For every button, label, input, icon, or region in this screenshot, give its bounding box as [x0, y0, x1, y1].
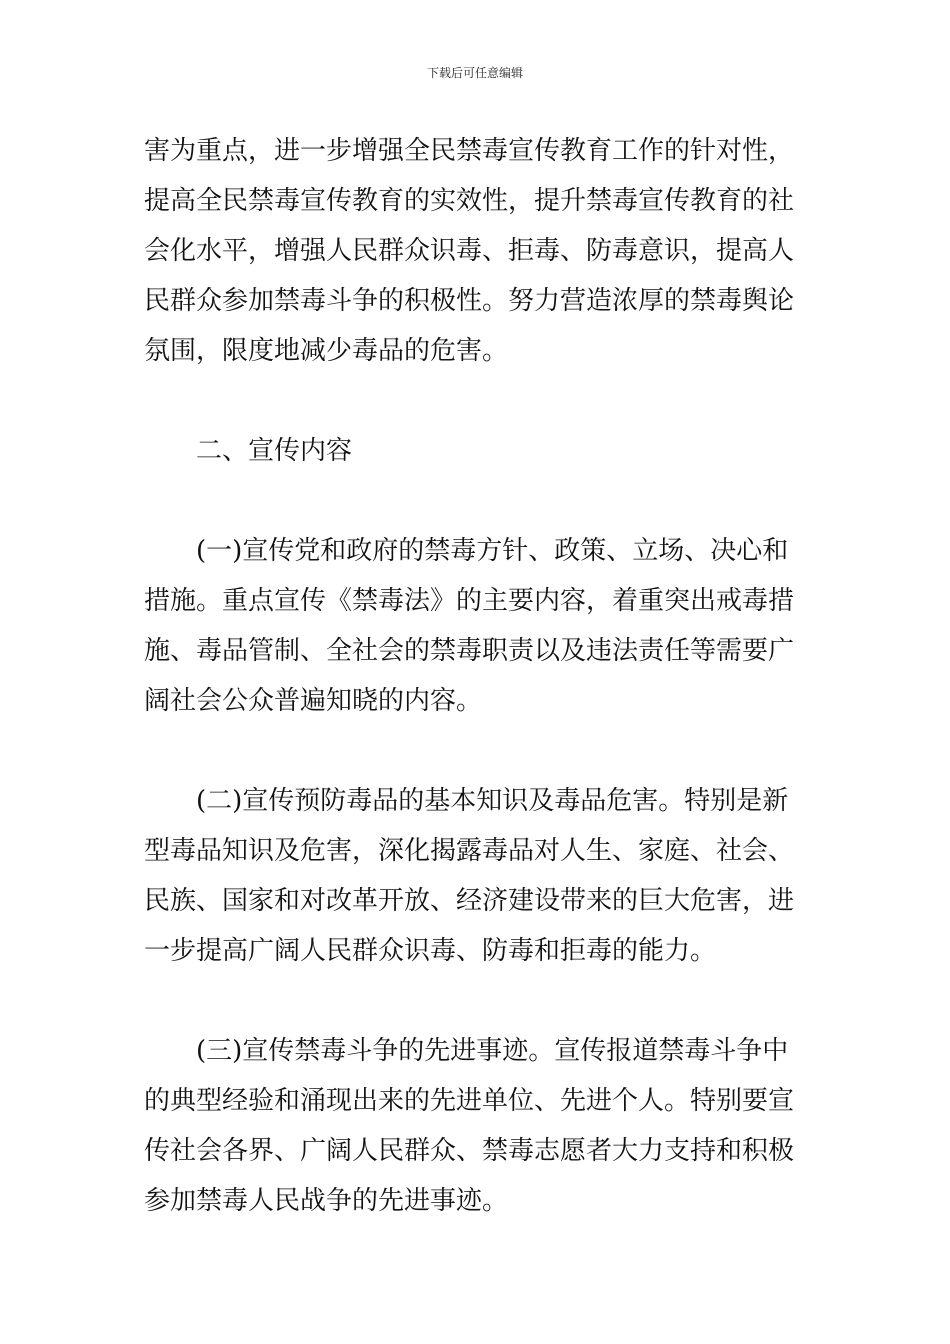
text-line: 会化水平，增强人民群众识毒、拒毒、防毒意识，提高人: [144, 236, 795, 266]
text-line: 参加禁毒人民战争的先进事迹。: [144, 1186, 509, 1216]
text-line: (二)宣传预防毒品的基本知识及毒品危害。特别是新: [196, 786, 789, 816]
text-line: (三)宣传禁毒斗争的先进事迹。宣传报道禁毒斗争中: [196, 1036, 789, 1066]
text-line: 害为重点，进一步增强全民禁毒宣传教育工作的针对性，: [144, 136, 795, 166]
text-line: 措施。重点宣传《禁毒法》的主要内容，着重突出戒毒措: [144, 586, 795, 616]
text-line: 传社会各界、广阔人民群众、禁毒志愿者大力支持和积极: [144, 1136, 795, 1166]
paragraph-intro: [144, 126, 812, 376]
paragraph-item-3: [144, 1026, 812, 1226]
text-line: 一步提高广阔人民群众识毒、防毒和拒毒的能力。: [144, 936, 717, 966]
text-line: 型毒品知识及危害，深化揭露毒品对人生、家庭、社会、: [144, 836, 795, 866]
section-heading: [144, 426, 812, 476]
text-line: 施、毒品管制、全社会的禁毒职责以及违法责任等需要广: [144, 636, 795, 666]
page-header: 下载后可任意编辑: [426, 66, 523, 80]
text-line: 阔社会公众普遍知晓的内容。: [144, 686, 483, 716]
text-line: 民群众参加禁毒斗争的积极性。努力营造浓厚的禁毒舆论: [144, 286, 795, 316]
paragraph-item-2: [144, 776, 812, 976]
section-heading-text: 二、宣传内容: [196, 436, 353, 466]
paragraph-item-1: [144, 526, 812, 726]
document-body: [144, 126, 812, 1226]
text-line: 氛围，限度地减少毒品的危害。: [144, 336, 509, 366]
text-line: (一)宣传党和政府的禁毒方针、政策、立场、决心和: [196, 536, 789, 566]
text-line: 提高全民禁毒宣传教育的实效性，提升禁毒宣传教育的社: [144, 186, 795, 216]
text-line: 民族、国家和对改革开放、经济建设带来的巨大危害，进: [144, 886, 795, 916]
text-line: 的典型经验和涌现出来的先进单位、先进个人。特别要宣: [144, 1086, 795, 1116]
